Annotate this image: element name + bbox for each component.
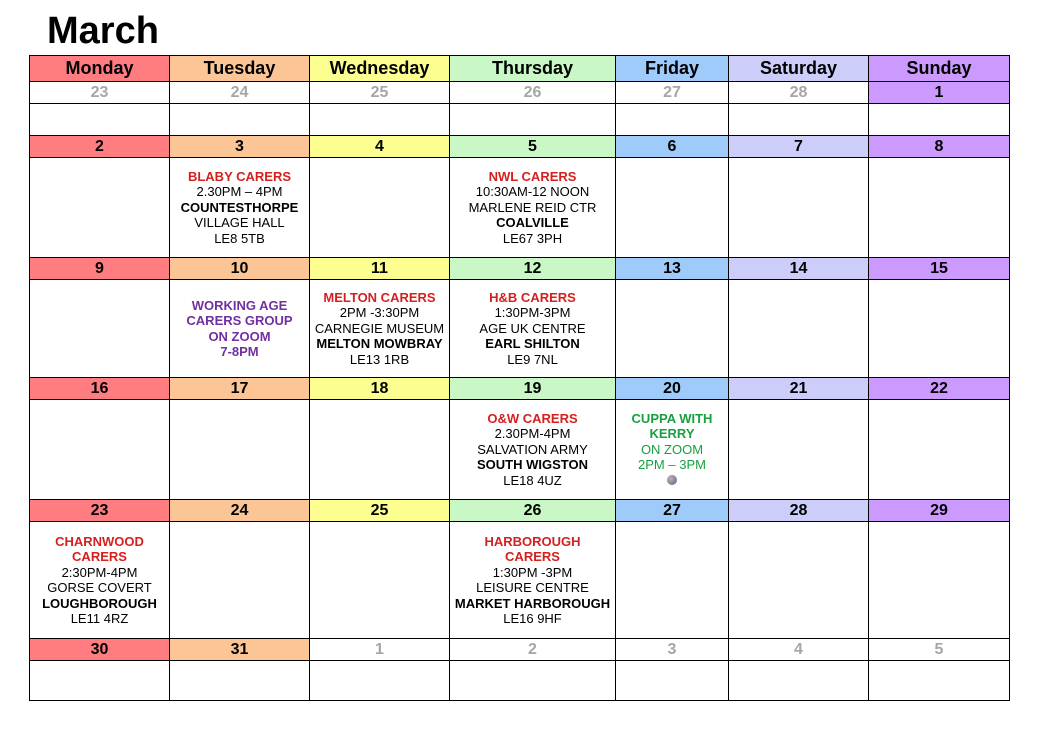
event-time: 2PM – 3PM	[638, 457, 706, 473]
event-cell	[729, 400, 869, 500]
date-cell: 1	[869, 82, 1010, 104]
event-cell	[729, 104, 869, 136]
date-cell: 24	[170, 82, 310, 104]
event-time: 1:30PM-3PM	[494, 305, 571, 321]
event-cell	[310, 400, 450, 500]
event-time: 7-8PM	[220, 344, 259, 359]
event-cell	[310, 522, 450, 639]
event-venue: VILLAGE HALL	[194, 215, 285, 231]
event-postcode: LE8 5TB	[214, 230, 265, 246]
date-cell: 28	[729, 82, 869, 104]
event-ow-carers	[450, 400, 616, 500]
week-2-events	[30, 158, 1010, 258]
date-cell: 17	[170, 378, 310, 400]
date-cell: 26	[450, 500, 616, 522]
event-time: 10:30AM-12 NOON	[475, 184, 590, 200]
event-postcode: LE13 1RB	[349, 351, 410, 367]
event-cell	[170, 400, 310, 500]
event-title: MELTON CARERS	[323, 289, 436, 305]
event-title: CARERS	[72, 549, 127, 564]
week-4-events	[30, 400, 1010, 500]
event-title: HARBOROUGH	[484, 533, 581, 549]
date-cell: 28	[729, 500, 869, 522]
event-venue: AGE UK CENTRE	[479, 320, 586, 336]
header-thursday: Thursday	[450, 56, 616, 82]
event-location: MELTON MOWBRAY	[316, 336, 443, 352]
date-cell: 27	[616, 500, 729, 522]
event-melton-carers	[310, 280, 450, 378]
date-cell: 30	[30, 639, 170, 661]
date-cell: 2	[450, 639, 616, 661]
date-cell: 25	[310, 500, 450, 522]
event-cell	[616, 158, 729, 258]
date-cell: 11	[310, 258, 450, 280]
event-location: SOUTH WIGSTON	[477, 457, 588, 473]
header-monday: Monday	[30, 56, 170, 82]
event-postcode: LE18 4UZ	[503, 472, 562, 488]
date-cell: 1	[310, 639, 450, 661]
event-postcode: LE11 4RZ	[70, 611, 129, 626]
header-saturday: Saturday	[729, 56, 869, 82]
event-cell	[310, 661, 450, 701]
event-nwl-carers	[450, 158, 616, 258]
event-title: CARERS	[505, 549, 560, 564]
date-cell: 20	[616, 378, 729, 400]
event-title: O&W CARERS	[487, 410, 578, 426]
date-cell: 24	[170, 500, 310, 522]
event-cell	[30, 280, 170, 378]
date-cell: 14	[729, 258, 869, 280]
date-cell: 3	[170, 136, 310, 158]
event-cuppa-with-kerry	[616, 400, 729, 500]
event-title: NWL CARERS	[488, 168, 577, 184]
page-title: March	[47, 10, 159, 52]
date-cell: 13	[616, 258, 729, 280]
event-cell	[30, 104, 170, 136]
event-cell	[616, 661, 729, 701]
date-cell: 15	[869, 258, 1010, 280]
event-location: COALVILLE	[496, 215, 569, 231]
event-cell	[869, 104, 1010, 136]
date-cell: 26	[450, 82, 616, 104]
date-cell: 21	[729, 378, 869, 400]
event-time: 1:30PM -3PM	[492, 564, 573, 580]
date-cell: 3	[616, 639, 729, 661]
event-cell	[869, 661, 1010, 701]
header-sunday: Sunday	[869, 56, 1010, 82]
event-venue: ON ZOOM	[208, 328, 271, 344]
date-cell: 8	[869, 136, 1010, 158]
date-cell: 29	[869, 500, 1010, 522]
week-6-dates	[30, 639, 1010, 661]
event-cell	[729, 522, 869, 639]
event-title: CARERS GROUP	[186, 313, 293, 328]
date-cell: 5	[450, 136, 616, 158]
event-cell	[450, 661, 616, 701]
event-venue: LEISURE CENTRE	[476, 580, 589, 595]
date-cell: 23	[30, 82, 170, 104]
header-friday: Friday	[616, 56, 729, 82]
event-cell	[310, 104, 450, 136]
date-cell: 6	[616, 136, 729, 158]
event-cell	[729, 158, 869, 258]
event-title: BLABY CARERS	[187, 168, 292, 184]
week-5-events	[30, 522, 1010, 639]
event-postcode: LE67 3PH	[502, 230, 563, 246]
event-charnwood-carers	[30, 522, 170, 639]
date-cell: 4	[310, 136, 450, 158]
event-title: CHARNWOOD	[55, 533, 144, 549]
date-cell: 22	[869, 378, 1010, 400]
week-5-dates	[30, 500, 1010, 522]
event-postcode: LE9 7NL	[507, 351, 558, 367]
week-3-events	[30, 280, 1010, 378]
event-cell	[616, 280, 729, 378]
date-cell: 2	[30, 136, 170, 158]
event-title: CUPPA WITH	[631, 410, 713, 426]
event-blaby-carers	[170, 158, 310, 258]
event-cell	[869, 280, 1010, 378]
header-wednesday: Wednesday	[310, 56, 450, 82]
cup-icon	[667, 475, 677, 485]
event-venue: GORSE COVERT	[47, 580, 152, 595]
event-venue: CARNEGIE MUSEUM	[314, 320, 445, 336]
event-cell	[869, 158, 1010, 258]
week-1-dates	[30, 82, 1010, 104]
date-cell: 10	[170, 258, 310, 280]
event-cell	[30, 158, 170, 258]
event-location: EARL SHILTON	[485, 336, 580, 352]
event-cell	[616, 104, 729, 136]
calendar-grid	[29, 55, 1010, 701]
date-cell: 5	[869, 639, 1010, 661]
event-cell	[869, 522, 1010, 639]
event-time: 2PM -3:30PM	[339, 305, 420, 321]
event-working-age-carers	[170, 280, 310, 378]
date-cell: 31	[170, 639, 310, 661]
event-location: LOUGHBOROUGH	[42, 595, 157, 611]
event-venue: ON ZOOM	[640, 441, 704, 457]
event-location: MARKET HARBOROUGH	[454, 595, 611, 611]
event-time: 2:30PM-4PM	[61, 564, 138, 580]
date-cell: 16	[30, 378, 170, 400]
date-cell: 9	[30, 258, 170, 280]
event-harborough-carers	[450, 522, 616, 639]
event-cell	[616, 522, 729, 639]
date-cell: 23	[30, 500, 170, 522]
event-cell	[170, 661, 310, 701]
event-location: COUNTESTHORPE	[180, 199, 299, 215]
event-venue: MARLENE REID CTR	[468, 199, 597, 215]
date-cell: 12	[450, 258, 616, 280]
week-6-events	[30, 661, 1010, 701]
header-tuesday: Tuesday	[170, 56, 310, 82]
event-cell	[450, 104, 616, 136]
event-hb-carers	[450, 280, 616, 378]
week-1-events	[30, 104, 1010, 136]
event-cell	[30, 661, 170, 701]
date-cell: 27	[616, 82, 729, 104]
week-3-dates	[30, 258, 1010, 280]
event-venue: SALVATION ARMY	[477, 441, 588, 457]
event-cell	[729, 661, 869, 701]
event-title: KERRY	[649, 426, 695, 442]
date-cell: 7	[729, 136, 869, 158]
date-cell: 25	[310, 82, 450, 104]
event-time: 2.30PM-4PM	[494, 426, 571, 442]
week-2-dates	[30, 136, 1010, 158]
weekday-header-row	[30, 56, 1010, 82]
event-cell	[869, 400, 1010, 500]
event-cell	[310, 158, 450, 258]
event-time: 2.30PM – 4PM	[196, 184, 283, 200]
event-cell	[729, 280, 869, 378]
event-title: WORKING AGE	[191, 297, 288, 313]
event-cell	[170, 104, 310, 136]
event-title: H&B CARERS	[489, 289, 576, 305]
date-cell: 19	[450, 378, 616, 400]
event-cell	[170, 522, 310, 639]
week-4-dates	[30, 378, 1010, 400]
event-cell	[30, 400, 170, 500]
date-cell: 4	[729, 639, 869, 661]
event-postcode: LE16 9HF	[503, 611, 562, 626]
date-cell: 18	[310, 378, 450, 400]
